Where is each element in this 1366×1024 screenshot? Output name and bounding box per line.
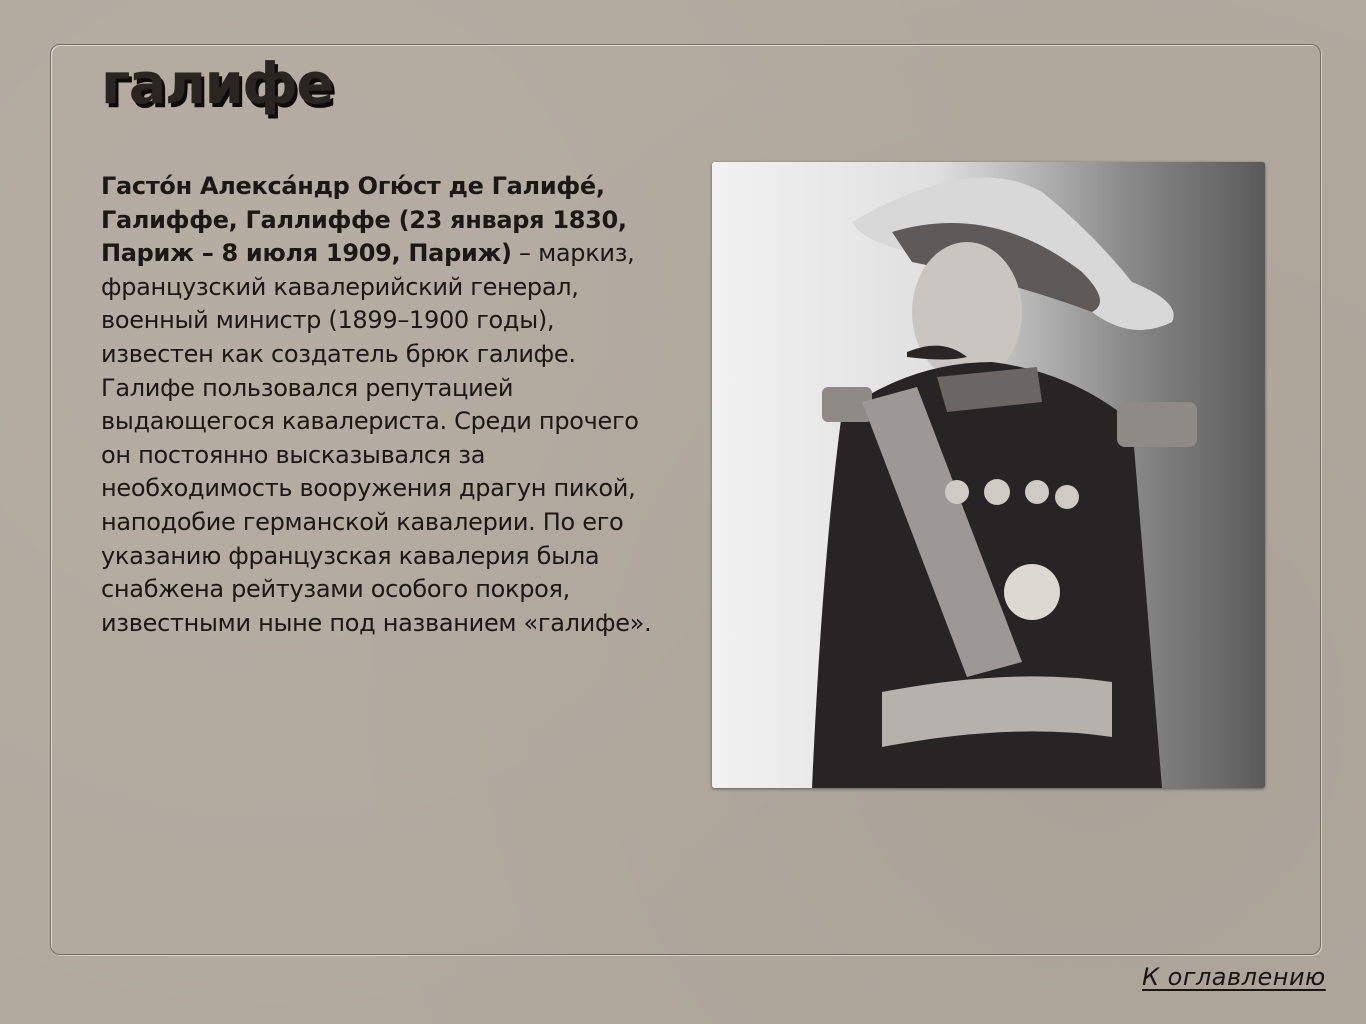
bio-paragraph: [101, 170, 661, 640]
bio-name-dates: Гасто́н Алекса́ндр Огю́ст де Галифе́, Галиффе, Галлиффе (23 января 1830, Париж – 8 июля 1909, Париж): [101, 172, 627, 268]
bio-description: – маркиз, французский кавалерийский генерал, военный министр (1899–1900 годы), известен как создатель брюк галифе. Галифе пользовался репутацией выдающегося кавалериста. Среди прочего он постоянно высказывался за необходимость вооружения драгун пикой, наподобие германской кавалерии. По его указанию французская кавалерия была снабжена рейтузами особого покроя, известными ныне под названием «галифе».: [101, 239, 652, 637]
portrait-photo: [712, 162, 1265, 788]
slide-title: галифе: [101, 52, 333, 117]
portrait-image-icon: [712, 162, 1265, 788]
table-of-contents-link[interactable]: К оглавлению: [1142, 963, 1326, 991]
